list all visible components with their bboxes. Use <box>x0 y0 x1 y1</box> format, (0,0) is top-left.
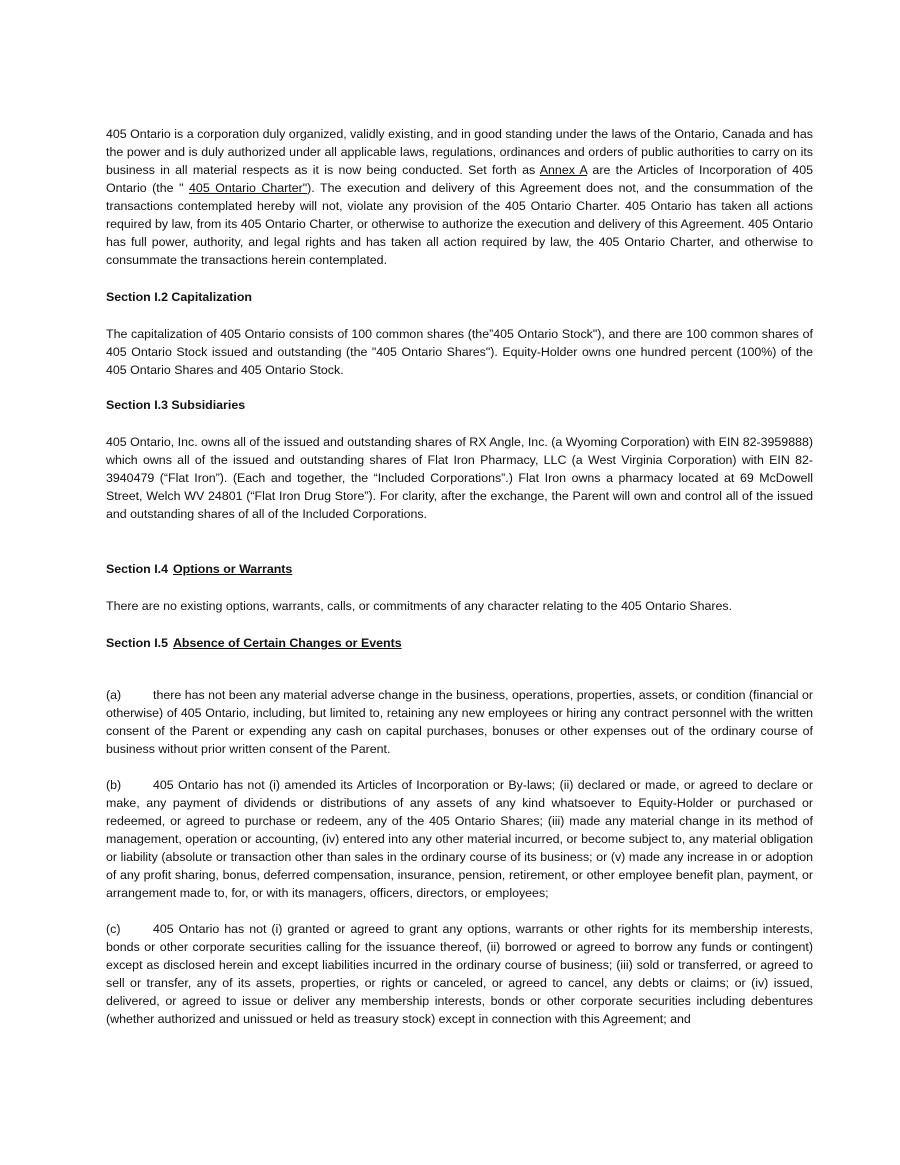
section-number: Section I.4 <box>106 562 168 576</box>
section-options-heading <box>106 560 813 578</box>
options-paragraph: There are no existing options, warrants, calls, or commitments of any character relating to the 405 Ontario Shares. <box>106 599 733 613</box>
section-title: Absence of Certain Changes or Events <box>172 636 402 650</box>
intro-text-1: 405 Ontario is a corporation duly organized, validly existing, and in good standing under the laws of the Ontario, Canada and has the power and is duly authorized under all applicable laws, regulations, ordinances and orders of public authorities to carry on its business in all material respects as it is now being conducted. Set forth as <box>106 127 813 177</box>
item-label: (a) <box>106 688 122 702</box>
charter-term: 405 Ontario Charter" <box>189 181 308 195</box>
intro-text-3: ). The execution and delivery of this Agreement does not, and the consummation of the transactions contemplated hereby will not, violate any provision of the 405 Ontario Charter. 405 Ontario has taken all actions required by law, from its 405 Ontario Charter, or otherwise to authorize the execution and delivery of this Agreement. 405 Ontario has full power, authority, and legal rights and has taken all action required by law, the 405 Ontario Charter, and otherwise to consummate the transactions herein contemplated. <box>106 181 814 267</box>
capitalization-paragraph: The capitalization of 405 Ontario consists of 100 common shares (the”405 Ontario Stock"), and there are 100 common shares of 405 Ontario Stock issued and outstanding (the "405 Ontario Shares"). Equity-Holder owns one hundred percent (100%) of the 405 Ontario Shares and 405 Ontario Stock. <box>106 327 813 377</box>
annex-a-link[interactable]: Annex A <box>539 163 588 177</box>
section-title: Options or Warrants <box>172 562 293 576</box>
item-label: (b) <box>106 778 122 792</box>
subsidiaries-paragraph: 405 Ontario, Inc. owns all of the issued and outstanding shares of RX Angle, Inc. (a Wyoming Corporation) with EIN 82-3959888) which owns all of the issued and outstanding shares of Flat Iron Pharmacy, LLC (a West Virginia Corporation) with EIN 82-3940479 (“Flat Iron”). (Each and together, the “Included Corporations”.) Flat Iron owns a pharmacy located at 69 McDowell Street, Welch WV 24801 (“Flat Iron Drug Store”). For clarity, after the exchange, the Parent will own and control all of the issued and outstanding shares of all of the Included Corporations. <box>106 435 813 521</box>
list-item <box>106 686 813 758</box>
item-label: (c) <box>106 922 121 936</box>
item-text: there has not been any material adverse change in the business, operations, properties, assets, or condition (financial or otherwise) of 405 Ontario, including, but limited to, retaining any new employees or hiring any contract personnel with the written consent of the Parent or expending any cash on capital purchases, bonuses or other expenses out of the ordinary course of business without prior written consent of the Parent. <box>106 688 813 756</box>
section-absence-heading <box>106 634 813 652</box>
intro-text-2: are the Articles of Incorporation of 405 Ontario (the " <box>106 163 813 195</box>
list-item <box>106 776 813 902</box>
section-subsidiaries-heading: Section I.3 Subsidiaries <box>106 398 246 412</box>
item-text: 405 Ontario has not (i) amended its Articles of Incorporation or By-laws; (ii) declared or made, or agreed to declare or make, any payment of dividends or distributions of any assets of any kind whatsoever to Equity-Holder or purchased or redeemed, or agreed to purchase or redeem, any of the 405 Ontario Shares; (iii) made any material change in its method of management, operation or accounting, (iv) entered into any other material incurred, or become subject to, any material obligation or liability (absolute or transaction other than sales in the ordinary course of its business; or (v) made any increase in or adoption of any profit sharing, bonus, deferred compensation, insurance, pension, retirement, or other employee benefit plan, payment, or arrangement made to, for, or with its managers, officers, directors, or employees; <box>106 778 813 900</box>
list-item <box>106 920 813 1028</box>
section-capitalization-heading: Section I.2 Capitalization <box>106 290 252 304</box>
intro-paragraph <box>106 125 813 269</box>
document-page <box>106 125 813 1028</box>
item-text: 405 Ontario has not (i) granted or agreed to grant any options, warrants or other rights for its membership interests, bonds or other corporate securities calling for the issuance thereof, (ii) borrowed or agreed to borrow any funds or contingent) except as disclosed herein and except liabilities incurred in the ordinary course of business; (iii) sold or transferred, or agreed to sell or transfer, any of its assets, properties, or rights or canceled, or agreed to cancel, any debts or claims; or (iv) issued, delivered, or agreed to issue or deliver any membership interests, bonds or other corporate securities including debentures (whether authorized and unissued or held as treasury stock) except in connection with this Agreement; and <box>106 922 813 1026</box>
section-number: Section I.5 <box>106 636 168 650</box>
